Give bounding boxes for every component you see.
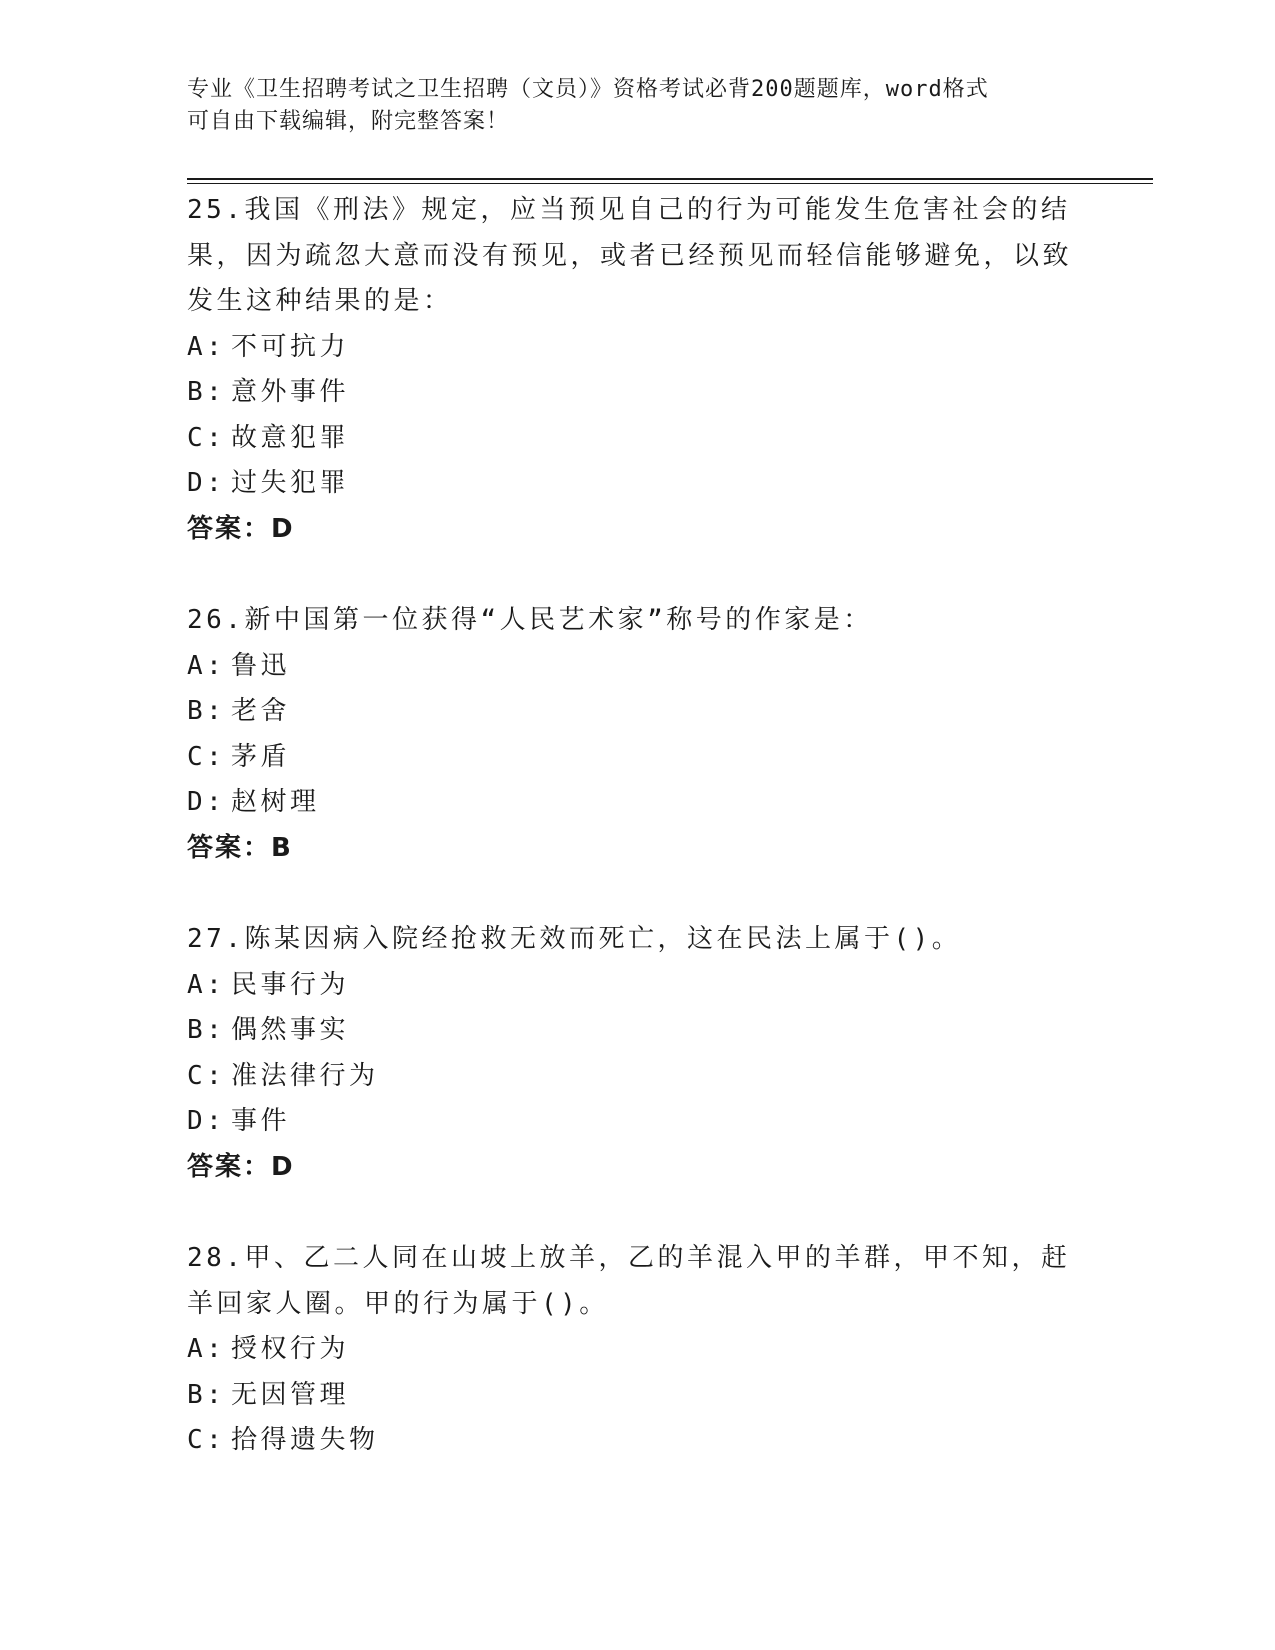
option-item	[187, 1008, 1087, 1054]
question-item	[187, 917, 1087, 1190]
option-item	[187, 461, 1087, 507]
question-list	[187, 188, 1087, 1510]
question-item	[187, 188, 1087, 552]
option-text: 授权行为	[231, 1334, 350, 1364]
option-item	[187, 325, 1087, 371]
option-item	[187, 370, 1087, 416]
option-key: D:	[187, 1106, 226, 1136]
option-text: 不可抗力	[231, 331, 350, 362]
option-item	[187, 1054, 1087, 1100]
option-item	[187, 1373, 1087, 1419]
header-divider-thick	[187, 178, 1153, 180]
option-text: 准法律行为	[231, 1060, 379, 1091]
header-title-line-1: 专业《卫生招聘考试之卫生招聘（文员）》资格考试必背200题题库，word格式	[187, 77, 989, 102]
option-key: C:	[187, 741, 226, 772]
option-key: D:	[187, 787, 226, 817]
option-text: 茅盾	[231, 741, 291, 772]
option-text: 民事行为	[231, 969, 350, 1000]
option-text: 赵树理	[231, 787, 320, 817]
question-stem: 25.我国《刑法》规定，应当预见自己的行为可能发生危害社会的结果，因为疏忽大意而没有预见，或者已经预见而轻信能够避免，以致发生这种结果的是：	[187, 195, 1073, 316]
option-text: 拾得遗失物	[231, 1425, 379, 1455]
question-stem: 26.新中国第一位获得“人民艺术家”称号的作家是：	[187, 605, 873, 635]
answer-line: 答案：B	[187, 832, 293, 863]
option-text: 故意犯罪	[231, 422, 350, 453]
option-item	[187, 689, 1087, 735]
option-text: 事件	[231, 1106, 291, 1136]
option-text: 无因管理	[231, 1379, 350, 1410]
option-item	[187, 644, 1087, 690]
option-key: C:	[187, 422, 226, 453]
option-key: C:	[187, 1060, 226, 1091]
option-key: B:	[187, 696, 226, 726]
option-key: A:	[187, 1334, 226, 1364]
option-item	[187, 735, 1087, 781]
header-divider-thin	[187, 183, 1153, 184]
option-item	[187, 780, 1087, 826]
answer-line: 答案：D	[187, 513, 295, 544]
option-item	[187, 963, 1087, 1009]
option-item	[187, 1418, 1087, 1464]
question-item	[187, 598, 1087, 871]
question-stem: 28.甲、乙二人同在山坡上放羊，乙的羊混入甲的羊群，甲不知，赶羊回家人圈。甲的行为属于()。	[187, 1243, 1071, 1319]
header-title-line-2: 可自由下载编辑，附完整答案！	[187, 109, 510, 134]
option-key: A:	[187, 650, 226, 681]
option-text: 偶然事实	[231, 1015, 350, 1045]
option-text: 过失犯罪	[231, 468, 350, 498]
question-stem: 27.陈某因病入院经抢救无效而死亡，这在民法上属于()。	[187, 924, 962, 954]
option-key: B:	[187, 1379, 226, 1410]
option-key: C:	[187, 1425, 226, 1455]
option-key: D:	[187, 468, 226, 498]
question-item	[187, 1236, 1087, 1464]
option-item	[187, 416, 1087, 462]
option-key: B:	[187, 1015, 226, 1045]
option-item	[187, 1327, 1087, 1373]
option-text: 鲁迅	[231, 650, 291, 681]
option-key: A:	[187, 969, 226, 1000]
document-header	[187, 74, 1067, 138]
answer-line: 答案：D	[187, 1151, 295, 1182]
option-key: A:	[187, 331, 226, 362]
option-item	[187, 1099, 1087, 1145]
option-key: B:	[187, 377, 226, 407]
option-text: 意外事件	[231, 377, 350, 407]
option-text: 老舍	[231, 696, 291, 726]
